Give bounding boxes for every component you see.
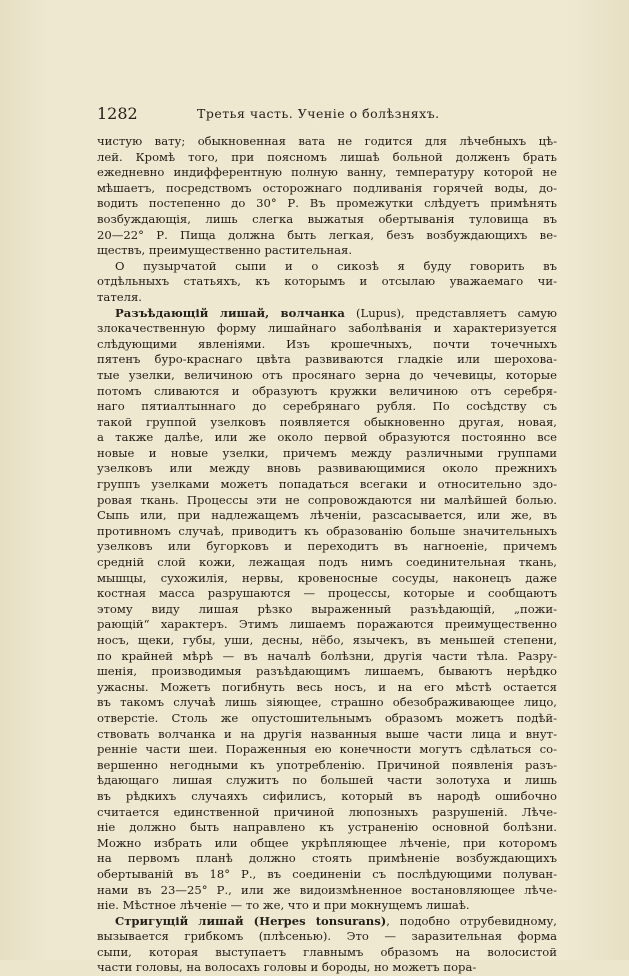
text-line: обертываній въ 18° Р., въ соединеніи съ послѣдующими полуван- — [97, 866, 557, 881]
text-line: Сыпь или, при надлежащемъ лѣченіи, разсасывается, или же, въ — [97, 508, 557, 523]
page-number: 1282 — [97, 104, 138, 123]
page-header — [97, 104, 557, 124]
text-line: отдѣльныхъ статьяхъ, къ которымъ и отсылаю уважаемаго чи- — [97, 274, 557, 289]
text-line: лей. Кромѣ того, при поясномъ лишаѣ больной долженъ брать — [97, 149, 557, 164]
text-line: вызывается грибкомъ (плѣсенью). Это — заразительная форма — [97, 929, 557, 944]
text-line: ренніе части шеи. Пораженныя ею конечности могутъ сдѣлаться со- — [97, 742, 557, 757]
text-line: чистую вату; обыкновенная вата не годится для лѣчебныхъ цѣ- — [97, 134, 557, 148]
bold-lead: Разъѣдающій лишай, волчанка — [115, 305, 345, 320]
text-line: злокачественную форму лишайнаго заболѣванія и характеризуется — [97, 321, 557, 336]
text-line: 20—22° Р. Пища должна быть легкая, безъ возбуждающихъ ве- — [97, 227, 557, 242]
text-line: по крайней мѣрѣ — въ началѣ болѣзни, другія части тѣла. Разру- — [97, 648, 557, 663]
text-line: узелковъ или бугорковъ и переходитъ въ нагноеніе, причемъ — [97, 539, 557, 554]
text-line: ужасны. Можетъ погибнуть весь носъ, и на его мѣстѣ остается — [97, 679, 557, 694]
text-line: вершенно негодными къ употребленію. Причиной появленія разъ- — [97, 757, 557, 772]
text-line: узелковъ или между вновь развивающимися около прежнихъ — [97, 461, 557, 476]
text-line: ѣдающаго лишая служитъ по большей части золотуха и лишь — [97, 773, 557, 788]
text-line: водить постепенно до 30° Р. Въ промежутки слѣдуетъ примѣнять — [97, 196, 557, 211]
text-line: Можно избрать или общее укрѣпляющее лѣченіе, при которомъ — [97, 835, 557, 850]
text-line: противномъ случаѣ, приводитъ къ образованію больше значительныхъ — [97, 523, 557, 538]
text-line: костная масса разрушаются — процессы, которые и сообщаютъ — [97, 586, 557, 601]
text-line: тателя. — [97, 289, 142, 304]
text-line: въ рѣдкихъ случаяхъ сифилисъ, который въ народѣ ошибочно — [97, 788, 557, 803]
text-line: шенія, производимыя разъѣдающимъ лишаемъ, бываютъ нерѣдко — [97, 664, 557, 679]
text-line: группъ узелками можетъ попадаться всегаки и относительно здо- — [97, 477, 557, 492]
text-line: ніе должно быть направлено къ устраненію основной болѣзни. — [97, 820, 557, 835]
text-line: мышцы, сухожилія, нервы, кровеносные сосуды, наконецъ даже — [97, 570, 557, 585]
body-text — [97, 134, 557, 976]
text-line: средній слой кожи, лежащая подъ нимъ соединительная ткань, — [97, 555, 557, 570]
text-line: а также далѣе, или же около первой образуются постоянно все — [97, 430, 557, 445]
text-line: потомъ сливаются и образуютъ кружки величиною отъ серебря- — [97, 383, 557, 398]
text-line: въ такомъ случаѣ лишь зіяющее, страшно обезображивающее лицо, — [97, 695, 557, 710]
text-line: на первомъ планѣ должно стоять примѣненіе возбуждающихъ — [97, 851, 557, 866]
text-line: пятенъ буро-краснаго цвѣта развиваются гладкіе или шерохова- — [97, 352, 557, 367]
text-line: слѣдующими явленіями. Изъ крошечныхъ, почти точечныхъ — [97, 336, 557, 351]
text-line: считается единственной причиной люпозныхъ разрушеній. Лѣче- — [97, 804, 557, 819]
text-line: возбуждающія, лишь слегка выжатыя обертыванія туловища въ — [97, 211, 557, 226]
text-line: ровая ткань. Процессы эти не сопровождаются ни малѣйшей болью. — [97, 492, 557, 507]
text-line: Разъѣдающій лишай, волчанка (Lupus), представляетъ самую — [115, 305, 557, 320]
running-title: Третья часть. Ученіе о болѣзняхъ. — [197, 106, 440, 121]
text-line: ніе. Мѣстное лѣченіе — то же, что и при мокнущемъ лишаѣ. — [97, 898, 470, 913]
text-line: нами въ 23—25° Р., или же видоизмѣненное востановляющее лѣче- — [97, 882, 557, 897]
text-line: наго пятиалтыннаго до серебрянаго рубля. По сосѣдству съ — [97, 399, 557, 414]
text-line: сыпи, которая выступаетъ главнымъ образомъ на волосистой — [97, 944, 557, 959]
text-line: ществъ, преимущественно растительная. — [97, 243, 353, 258]
text-line: новые и новые узелки, причемъ между различными группами — [97, 445, 557, 460]
text-line: тые узелки, величиною отъ просянаго зерна до чечевицы, которые — [97, 367, 557, 382]
text-line: ствовать волчанка и на другія названныя выше части лица и внут- — [97, 726, 557, 741]
text-line: носъ, щеки, губы, уши, десны, нёбо, язычекъ, въ меньшей степени, — [97, 633, 557, 647]
text-line: О пузырчатой сыпи и о сикозѣ я буду говорить въ — [115, 258, 557, 273]
text-line: этому виду лишая рѣзко выраженный разъѣдающій, „пожи- — [97, 601, 557, 616]
text-line: рающій“ характеръ. Этимъ лишаемъ поражаются преимущественно — [97, 617, 557, 632]
text-line: Стригущій лишай (Herpes tonsurans), подобно отрубевидному, — [115, 913, 557, 928]
text-line: ежедневно индифферентную полную ванну, температуру которой не — [97, 165, 557, 180]
text-line: такой группой узелковъ появляется обыкновенно другая, новая, — [97, 414, 557, 429]
text-line: отверстіе. Столь же опустошительнымъ образомъ можетъ подѣй- — [97, 710, 557, 725]
text-line: части головы, на волосахъ головы и бороды, но можетъ пора- — [97, 960, 477, 975]
bold-lead: Стригущій лишай (Herpes tonsurans) — [115, 913, 387, 928]
text-line: мѣшаетъ, посредствомъ осторожнаго подливанія горячей воды, до- — [97, 180, 557, 195]
